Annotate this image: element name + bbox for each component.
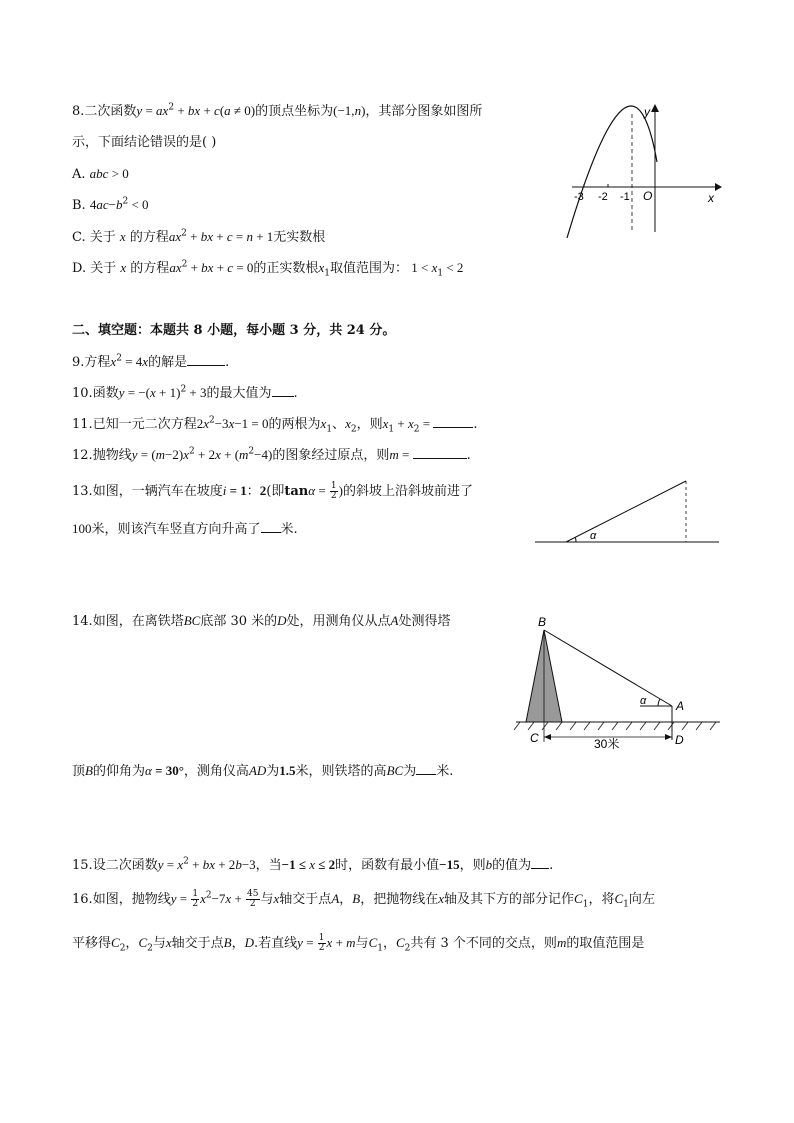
q9: 9.方程$x^2 = 4x$的解是 .	[72, 353, 230, 370]
label-c: C	[530, 731, 539, 745]
q15: 15.设二次函数$y = x^2$ + bx + 2b−3，当−1 ≤ x ≤ 2时，函数有最小值−15，则b的值为 .	[72, 856, 554, 873]
label-b: B	[538, 615, 547, 629]
label-a: A	[676, 699, 685, 713]
q16-line1: 16.如图，抛物线y = $\frac{1}{2}$ $x^2-7x$ + $\frac{45}{2}$ 与x轴交于点A，B，把抛物线在x轴及其下方的部分记作$C_1$，将$C_1$向左	[72, 889, 655, 910]
answer-blank	[272, 384, 294, 397]
tick-label: -1	[620, 191, 630, 203]
answer-blank	[261, 520, 281, 533]
q8-stem: 8.二次函数$y = ax^2$ + bx + c(a ≠ 0)的顶点坐标为(−1,n)，其部分图象如图所	[72, 102, 483, 119]
q8-option-d: D. 关于 x 的方程$ax^2$ + bx + c = 0的正实数根$x_1$取值范围为： $1 < x_1 < 2$	[72, 259, 464, 279]
parabola-curve	[567, 106, 657, 238]
answer-blank	[433, 415, 473, 428]
origin-label: O	[643, 189, 653, 203]
q14-line1: 14.如图，在离铁塔BC底部 30 米的D处，用测角仪从点A处测得塔	[72, 613, 451, 629]
y-axis-arrow-icon	[651, 104, 659, 112]
answer-blank	[187, 353, 225, 366]
q8-option-c: C. 关于 x 的方程$ax^2$ + bx + c = n + 1无实数根	[72, 228, 326, 245]
section-title: 二、填空题：本题共 8 小题，每小题 3 分，共 24 分。	[72, 323, 396, 338]
answer-blank	[413, 446, 467, 459]
q11: 11.已知一元二次方程$2x^2-3x-1 = 0$的两根为$x_1$、$x_2$，则$x_1 + x_2$ = .	[72, 415, 478, 435]
q13-line2: 100米，则该汽车竖直方向升高了 米.	[72, 521, 298, 537]
arrow-right-icon	[665, 734, 672, 740]
x-axis-label: x	[708, 191, 714, 205]
tick-label: -2	[598, 191, 608, 203]
label-alpha: α	[640, 695, 647, 707]
tick-label: -3	[574, 191, 584, 203]
arrow-left-icon	[544, 734, 551, 740]
q12: 12.抛物线$y = (m-2)x^2 + 2x + (m^2-4)$的图象经过原点，则m = .	[72, 446, 471, 463]
q8-option-a: A. abc > 0	[72, 166, 129, 182]
q14-tower-figure	[510, 614, 725, 754]
answer-blank	[531, 856, 549, 869]
sight-line	[544, 630, 672, 706]
q13-line1: 13.如图，一辆汽车在坡度i = 1：2(即tanα = $\frac{1}{2}$ )的斜坡上沿斜坡前进了	[72, 481, 473, 501]
angle-label: α	[590, 530, 597, 542]
q16-line2: 平移得$C_2$，$C_2$与x轴交于点B，D.若直线y = $\frac{1}{2}$ x + m与$C_1$，$C_2$共有 3 个不同的交点，则m的取值范围是	[72, 933, 645, 954]
angle-arc	[575, 537, 576, 542]
q10: 10.函数$y = -(x + 1)^2 + 3$的最大值为 .	[72, 384, 298, 401]
y-axis-label: y	[644, 105, 650, 119]
x-axis-arrow-icon	[715, 183, 722, 191]
q8-stem-line2: 示，下面结论错误的是( )	[72, 135, 217, 150]
answer-blank	[416, 762, 436, 775]
label-distance: 30米	[594, 737, 620, 751]
q8-parabola-graph	[560, 100, 730, 240]
q13-slope-figure	[532, 478, 722, 544]
q14-line2: 顶B的仰角为α = 30°，测角仪高AD为1.5米，则铁塔的高BC为 米.	[72, 763, 454, 779]
angle-arc	[658, 699, 660, 706]
slope-line	[566, 481, 686, 542]
q8-option-b: B. $4ac-b^2 < 0$	[72, 196, 149, 213]
label-d: D	[675, 733, 684, 747]
